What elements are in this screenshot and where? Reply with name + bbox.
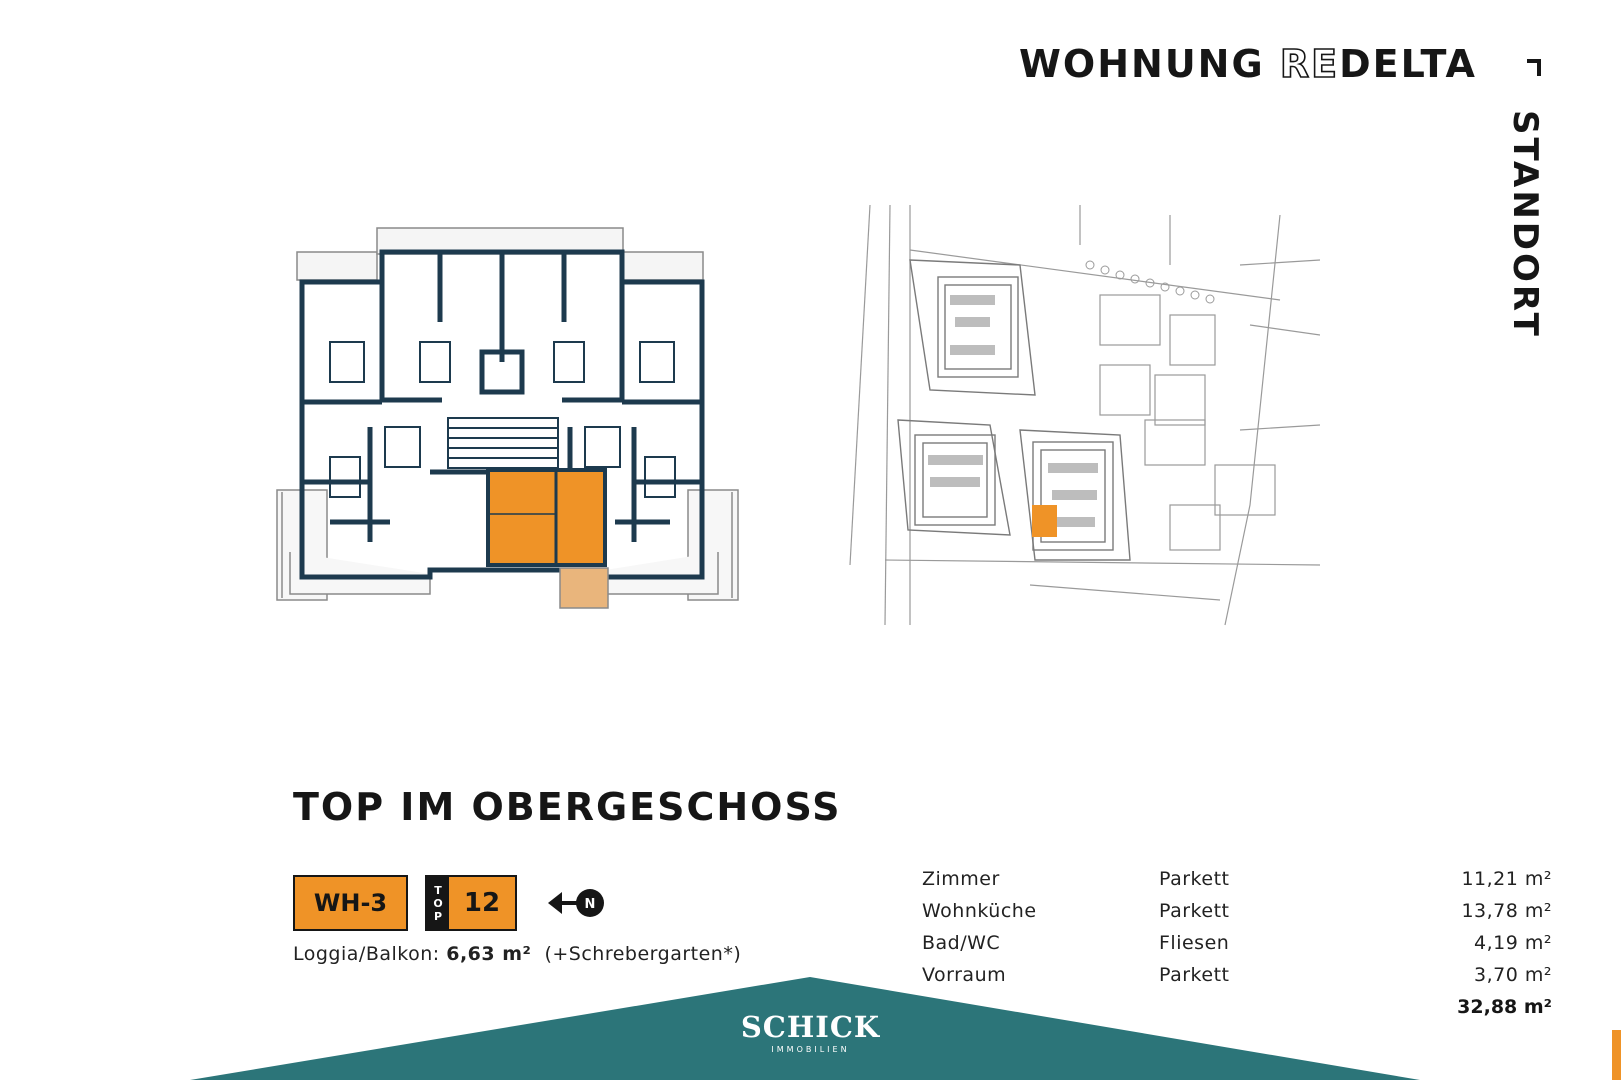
site-plan — [840, 205, 1320, 630]
loggia-value: 6,63 m² — [446, 943, 532, 965]
company-logo-subtitle: IMMOBILIEN — [771, 1045, 850, 1054]
north-label: N — [584, 897, 596, 912]
loggia-info: Loggia/Balkon: 6,63 m² (+Schrebergarten*) — [293, 943, 742, 965]
top-number-badge — [425, 875, 517, 931]
page-title: WOHNUNG REDELTA — [1019, 42, 1477, 86]
company-logo: SCHICK — [740, 1010, 881, 1044]
section-title: TOP IM OBERGESCHOSS — [293, 785, 842, 829]
table-row: Zimmer Parkett 11,21 m² — [922, 868, 1552, 890]
title-accent: RE — [1279, 42, 1340, 86]
table-row: Vorraum Parkett 3,70 m² — [922, 964, 1552, 986]
edge-accent — [1612, 1030, 1621, 1080]
total-area: 32,88 m² — [1457, 996, 1552, 1018]
floor-plan — [270, 222, 740, 622]
top-label: T O P — [427, 877, 449, 929]
north-arrow-icon — [546, 887, 606, 919]
table-row: Bad/WC Fliesen 4,19 m² — [922, 932, 1552, 954]
table-row: Wohnküche Parkett 13,78 m² — [922, 900, 1552, 922]
corner-bracket-icon — [1525, 58, 1541, 78]
building-badge: WH-3 — [293, 875, 408, 931]
side-label-standort: STANDORT — [1505, 110, 1545, 339]
top-number: 12 — [449, 877, 515, 929]
